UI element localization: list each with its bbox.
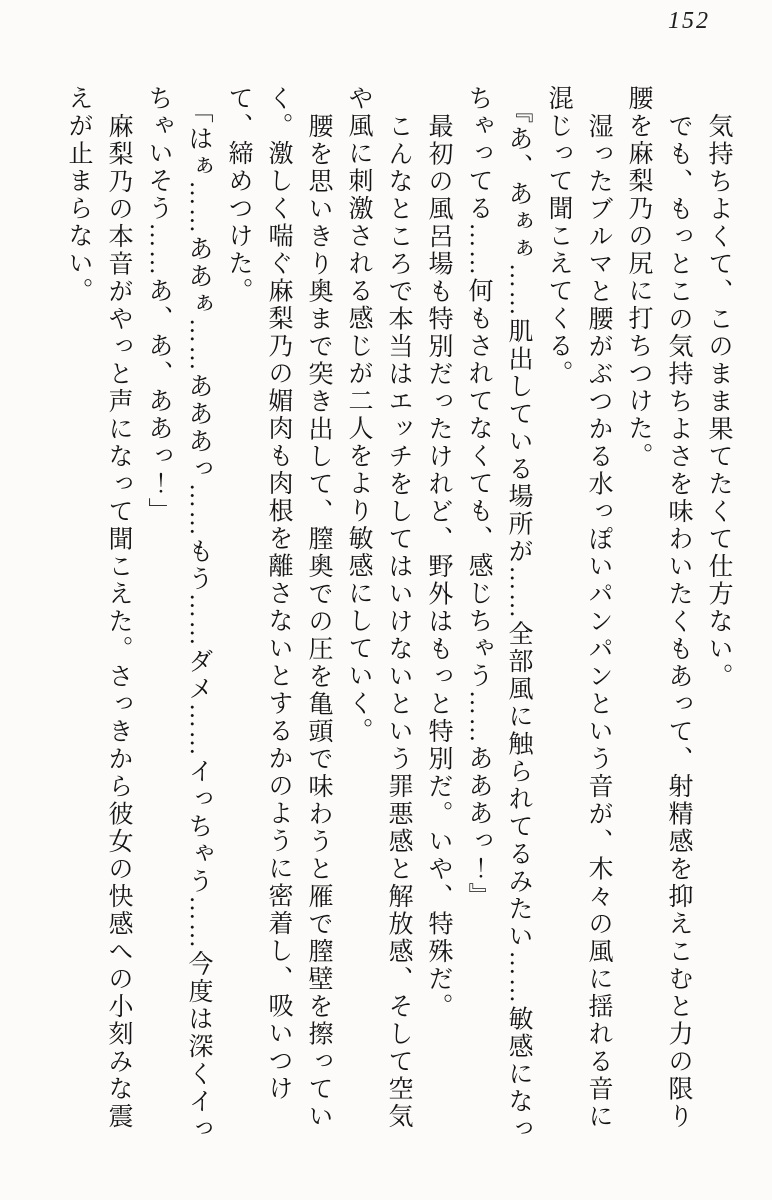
paragraph: 最初の風呂場も特別だったけれど、野外はもっと特別だ。いや、特殊だ。 [425, 112, 452, 1020]
paragraph: 麻梨乃の本音がやっと声になって聞こえた。さっきから彼女の快感への小刻みな震えが止まらない。 [65, 85, 132, 1130]
paragraph: 腰を思いきり奥まで突き出して、膣奥での圧を亀頭で味わうと雁で膣壁を擦っていく。激しく喘ぐ麻梨乃の媚肉も肉根を離さないとするかのように密着し、吸いつけて、締めつけた。 [225, 85, 332, 1130]
paragraph: でも、もっとこの気持ちよさを味わいたくもあって、射精感を抑えこむと力の限り腰を麻梨乃の尻に打ちつけた。 [625, 85, 692, 1130]
paragraph: こんなところで本当はエッチをしてはいけないという罪悪感と解放感、そして空気や風に刺激される感じが二人をより敏感にしていく。 [345, 85, 412, 1130]
page-number: 152 [668, 8, 710, 34]
text-block [58, 85, 738, 1145]
paragraph: 『あ、あぁぁ……肌出している場所が……全部風に触られてるみたい……敏感になっちゃってる……何もされてなくても、感じちゃう……あああっ！』 [465, 85, 532, 1143]
paragraph: 湿ったブルマと腰がぶつかる水っぽいパンパンという音が、木々の風に揺れる音に混じって聞こえてくる。 [545, 85, 612, 1130]
paragraph: 「はぁ……ああぁ……あああっ……もう……ダメ……イっちゃう……今度は深くイっちゃいそう……あ、あ、ああっ！」 [145, 85, 212, 1143]
paragraph: 気持ちよくて、このまま果てたくて仕方ない。 [705, 112, 732, 690]
